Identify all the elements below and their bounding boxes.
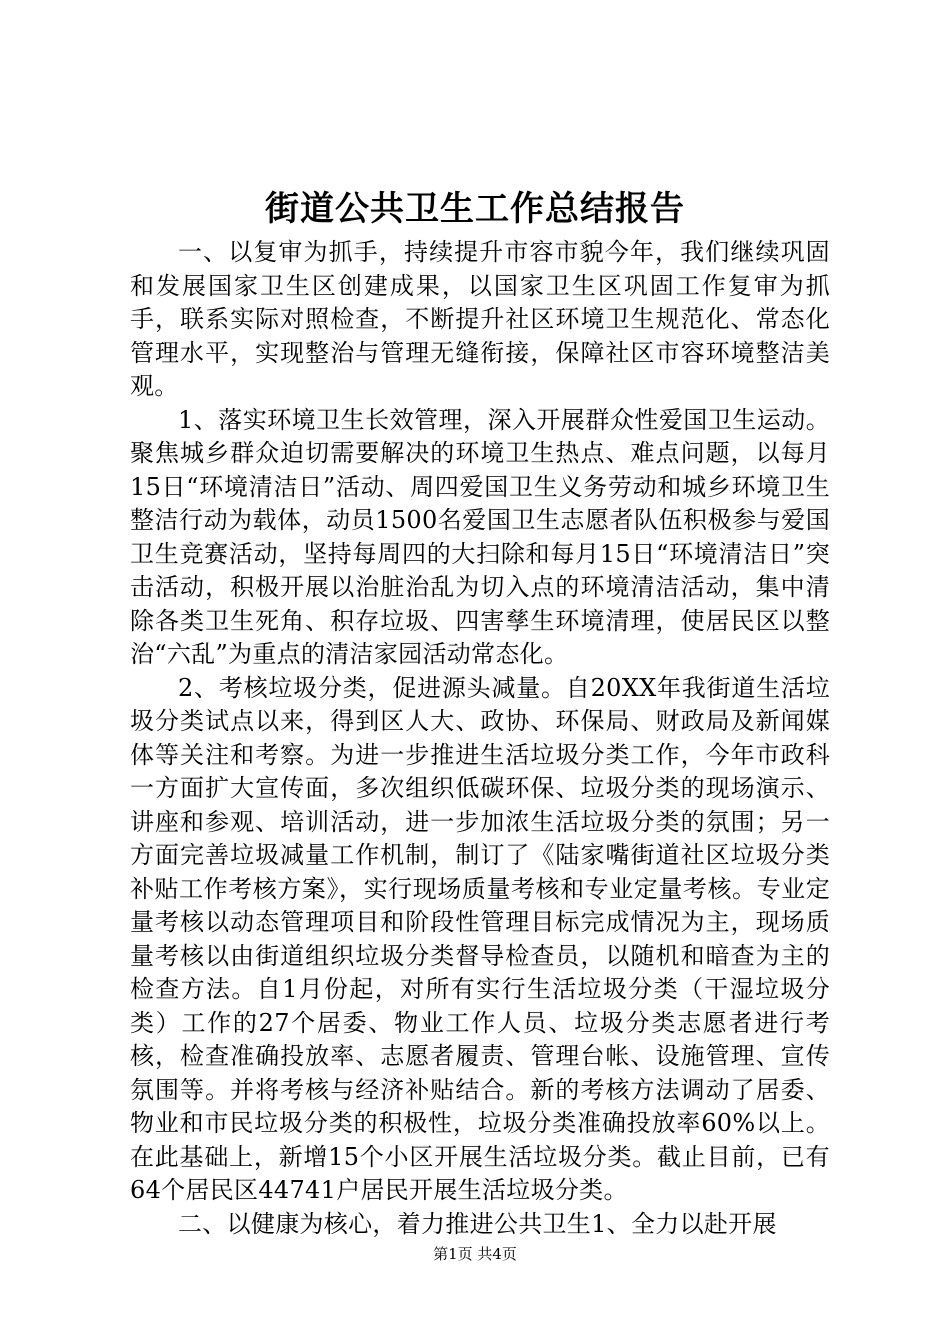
paragraph-4: 二、以健康为核心，着力推进公共卫生1、全力以赴开展 [178, 1209, 777, 1238]
paragraph-3: 2、考核垃圾分类，促进源头减量。自20XX年我街道生活垃圾分类试点以来，得到区人大、政协、环保局、财政局及新闻媒体等关注和考察。为进一步推进生活垃圾分类工作，今年市政科一方面扩大宣传面，多次组织低碳环保、垃圾分类的现场演示、讲座和参观、培训活动，进一步加浓生活垃圾分类的氛围；另一方面完善垃圾减量工作机制，制订了《陆家嘴街道社区垃圾分类补贴工作考核方案》，实行现场质量考核和专业定量考核。专业定量考核以动态管理项目和阶段性管理目标完成情况为主，现场质量考核以由街道组织垃圾分类督导检查员，以随机和暗查为主的检查方法。自1月份起，对所有实行生活垃圾分类（干湿垃圾分类）工作的27个居委、物业工作人员、垃圾分类志愿者进行考核，检查准确投放率、志愿者履责、管理台帐、设施管理、宣传氛围等。并将考核与经济补贴结合。新的考核方法调动了居委、物业和市民垃圾分类的积极性，垃圾分类准确投放率60%以上。在此基础上，新增15个小区开展生活垃圾分类。截止目前，已有64个居民区44741户居民开展生活垃圾分类。 [130, 673, 830, 1204]
document-title: 街道公共卫生工作总结报告 [265, 189, 685, 229]
paragraph-1: 一、以复审为抓手，持续提升市容市貌今年，我们继续巩固和发展国家卫生区创建成果，以国家卫生区巩固工作复审为抓手，联系实际对照检查，不断提升社区环境卫生规范化、常态化管理水平，实现整治与管理无缝衔接，保障社区市容环境整洁美观。 [130, 238, 830, 400]
paragraph-2: 1、落实环境卫生长效管理，深入开展群众性爱国卫生运动。聚焦城乡群众迫切需要解决的环境卫生热点、难点问题，以每月15日“环境清洁日”活动、周四爱国卫生义务劳动和城乡环境卫生整洁行动为载体，动员1500名爱国卫生志愿者队伍积极参与爱国卫生竞赛活动，坚持每周四的大扫除和每月15日“环境清洁日”突击活动，积极开展以治脏治乱为切入点的环境清洁活动，集中清除各类卫生死角、积存垃圾、四害孳生环境清理，使居民区以整治“六乱”为重点的清洁家园活动常态化。 [130, 405, 830, 668]
page-number-footer: 第1页 共4页 [433, 1245, 517, 1263]
document-body [130, 236, 830, 1241]
